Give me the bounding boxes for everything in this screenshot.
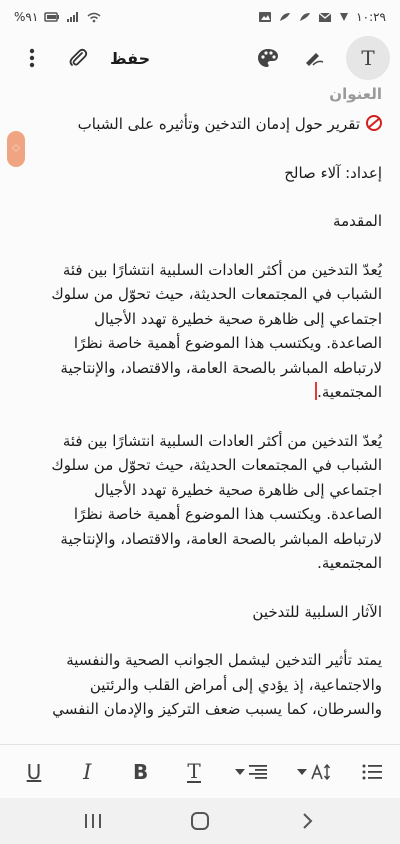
text-color-button[interactable] <box>182 757 206 787</box>
text-line: والسرطان، كما يسبب ضعف التركيز والإدمان النفسي <box>52 700 382 718</box>
list-icon <box>362 764 382 780</box>
bold-button[interactable]: B <box>133 759 149 784</box>
signal-icon <box>66 11 80 23</box>
blank-line <box>14 576 382 600</box>
more-options-button[interactable] <box>18 44 46 72</box>
text-line: اجتماعي إلى ظاهرة صحية خطيرة تهدد الأجيال <box>94 309 382 328</box>
home-button[interactable] <box>180 806 220 836</box>
text-line: المجتمعية. <box>317 383 382 401</box>
text-line: الصاعدة. ويكتسب هذا الموضوع أهمية خاصة نظرًا <box>73 334 382 352</box>
text-line: يمتد تأثير التدخين ليشمل الجوانب الصحية والنفسية <box>66 651 382 669</box>
palette-icon <box>257 48 279 68</box>
intro-label: المقدمة <box>333 212 382 230</box>
battery-icon <box>44 11 60 23</box>
back-button[interactable] <box>287 806 327 836</box>
doc-heading-line <box>14 112 382 137</box>
recents-button[interactable] <box>73 806 113 836</box>
toolbar-right <box>254 36 390 80</box>
pen-button[interactable] <box>300 44 328 72</box>
title-field[interactable]: العنوان <box>329 85 382 103</box>
doc-heading: تقرير حول إدمان التدخين وتأثيره على الشباب <box>77 115 360 133</box>
dropdown-arrow-icon <box>235 769 245 775</box>
back-icon <box>301 812 313 830</box>
text-line: لارتباطه المباشر بالصحة العامة، والاقتصاد، والإنتاجية <box>60 358 382 377</box>
text-line: والاجتماعية، إذ يؤدي إلى أمراض القلب والرئتين <box>89 675 382 694</box>
text-color-icon: T <box>187 758 201 783</box>
author-line: إعداد: آلاء صالح <box>284 163 382 182</box>
text-line: اجتماعي إلى ظاهرة صحية خطيرة تهدد الأجيال <box>94 480 382 499</box>
status-right <box>258 10 386 24</box>
blank-line <box>14 234 382 258</box>
clock: ١٠:٢٩ <box>356 10 386 24</box>
blank-line <box>14 405 382 429</box>
battery-text: %٩١ <box>14 10 39 24</box>
toolbar-left <box>18 44 150 72</box>
no-smoking-icon <box>366 115 382 131</box>
notification-icon <box>338 11 350 23</box>
text-line: الشباب في المجتمعات الحديثة، حيث تحوّل من سلوك <box>51 456 382 474</box>
text-mode-icon: T <box>361 46 375 70</box>
text-line-with-cursor <box>14 380 382 405</box>
home-icon <box>190 811 210 831</box>
palette-button[interactable] <box>254 44 282 72</box>
blank-line <box>14 624 382 648</box>
gmail-icon <box>318 11 332 23</box>
text-line: يُعدّ التدخين من أكثر العادات السلبية انتشارًا بين فئة <box>62 431 382 450</box>
chevron-down-icon: ﹀ <box>12 148 20 157</box>
paragraph-2 <box>14 429 382 576</box>
blank-line <box>14 137 382 161</box>
attach-button[interactable] <box>64 44 92 72</box>
list-button[interactable] <box>360 757 384 787</box>
app-icon <box>278 11 292 23</box>
font-size-icon <box>311 763 331 781</box>
paragraph-3 <box>14 648 382 722</box>
section-title: الآثار السلبية للتدخين <box>252 602 382 621</box>
document-body[interactable] <box>0 82 400 744</box>
text-mode-button[interactable] <box>346 36 390 80</box>
text-line: لارتباطه المباشر بالصحة العامة، والاقتصاد، والإنتاجية <box>60 529 382 548</box>
save-button[interactable]: حفظ <box>110 48 151 68</box>
formatting-toolbar <box>0 744 400 798</box>
align-icon <box>249 764 267 780</box>
chevron-up-icon: ︿ <box>12 140 20 149</box>
text-line: يُعدّ التدخين من أكثر العادات السلبية انتشارًا بين فئة <box>62 260 382 279</box>
status-bar <box>0 0 400 34</box>
text-line: الشباب في المجتمعات الحديثة، حيث تحوّل من سلوك <box>51 285 382 303</box>
align-button[interactable] <box>235 757 267 787</box>
font-size-button[interactable] <box>297 757 331 787</box>
wifi-icon <box>86 11 102 23</box>
attach-icon <box>67 47 89 69</box>
italic-button[interactable]: I <box>83 759 92 784</box>
pen-icon <box>303 48 325 68</box>
editor-toolbar <box>0 34 400 82</box>
recents-icon <box>84 813 102 829</box>
more-vert-icon <box>29 48 35 68</box>
app-icon <box>298 11 312 23</box>
dropdown-arrow-icon <box>297 769 307 775</box>
text-line: المجتمعية. <box>317 554 382 572</box>
gallery-icon <box>258 11 272 23</box>
text-line: الصاعدة. ويكتسب هذا الموضوع أهمية خاصة نظرًا <box>73 505 382 523</box>
system-navigation-bar <box>0 798 400 844</box>
status-left <box>14 10 102 24</box>
blank-line <box>14 185 382 209</box>
underline-button[interactable]: U <box>26 759 42 784</box>
paragraph-1 <box>14 258 382 405</box>
